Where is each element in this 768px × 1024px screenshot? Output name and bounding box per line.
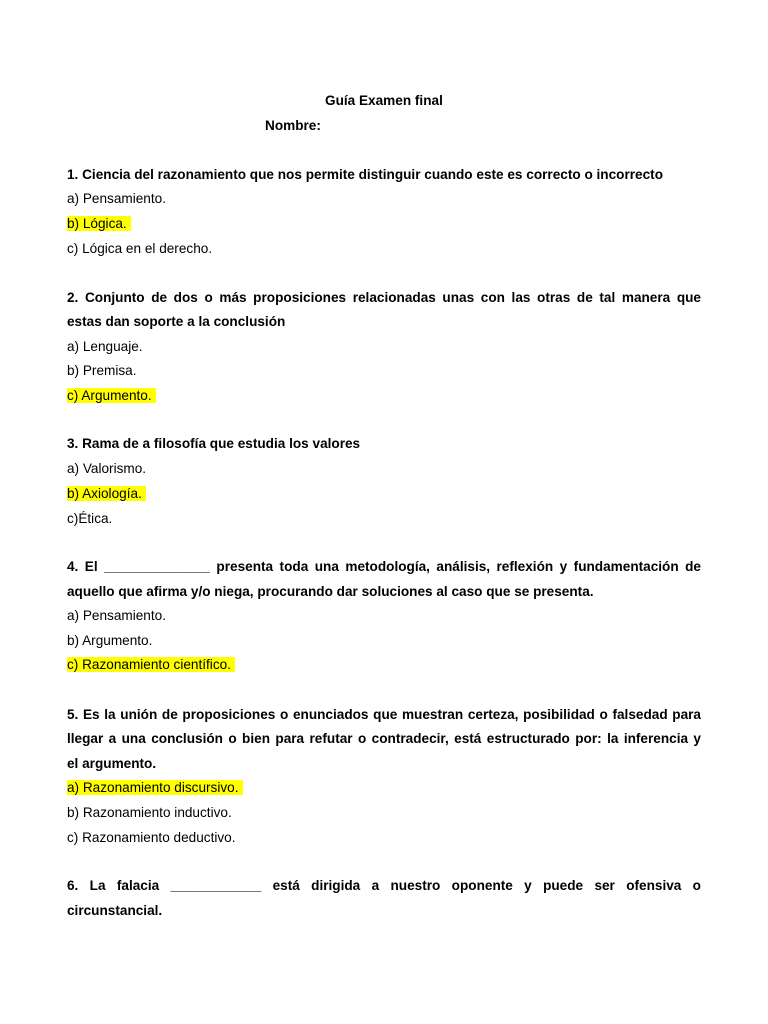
question-1-prompt: 1. Ciencia del razonamiento que nos permite distinguir cuando este es correcto o incorrecto xyxy=(67,167,664,182)
question-4-prompt-line-1: 4. El ______________ presenta toda una metodología, análisis, reflexión y fundamentación de xyxy=(67,559,701,574)
document-title: Guía Examen final xyxy=(325,93,443,108)
answer-highlight: c) Razonamiento científico. xyxy=(67,657,235,672)
question-5-prompt-line-2: llegar a una conclusión o bien para refutar o contradecir, está estructurado por: la inferencia y xyxy=(67,731,701,746)
question-3-prompt: 3. Rama de a filosofía que estudia los valores xyxy=(67,436,361,451)
question-5-prompt-line-3: el argumento. xyxy=(67,756,157,771)
question-4-option-c xyxy=(67,656,235,674)
question-1-option-c: c) Lógica en el derecho. xyxy=(67,241,213,256)
question-5-option-c: c) Razonamiento deductivo. xyxy=(67,830,236,845)
name-label: Nombre: xyxy=(265,118,321,133)
question-1-option-a: a) Pensamiento. xyxy=(67,191,166,206)
answer-highlight: b) Axiología. xyxy=(67,486,146,501)
question-3-option-c: c)Ética. xyxy=(67,511,113,526)
question-5-option-a xyxy=(67,779,243,797)
question-2-prompt-line-2: estas dan soporte a la conclusión xyxy=(67,314,286,329)
question-5-prompt-line-1: 5. Es la unión de proposiciones o enunciados que muestran certeza, posibilidad o falsedad para xyxy=(67,707,701,722)
question-2-prompt-line-1: 2. Conjunto de dos o más proposiciones relacionadas unas con las otras de tal manera que xyxy=(67,290,701,305)
question-3-option-b xyxy=(67,485,146,503)
question-4-option-a: a) Pensamiento. xyxy=(67,608,166,623)
question-1-option-b xyxy=(67,215,131,233)
question-2-option-a: a) Lenguaje. xyxy=(67,339,143,354)
question-4-prompt-line-2: aquello que afirma y/o niega, procurando dar soluciones al caso que se presenta. xyxy=(67,584,594,599)
question-6-prompt-line-1: 6. La falacia ____________ está dirigida a nuestro oponente y puede ser ofensiva o xyxy=(67,878,701,893)
question-2-option-c xyxy=(67,387,156,405)
answer-highlight: c) Argumento. xyxy=(67,388,156,403)
question-4-option-b: b) Argumento. xyxy=(67,633,153,648)
question-6-prompt-line-2: circunstancial. xyxy=(67,903,163,918)
question-2-option-b: b) Premisa. xyxy=(67,363,137,378)
question-5-option-b: b) Razonamiento inductivo. xyxy=(67,805,232,820)
answer-highlight: a) Razonamiento discursivo. xyxy=(67,780,243,795)
question-3-option-a: a) Valorismo. xyxy=(67,461,147,476)
answer-highlight: b) Lógica. xyxy=(67,216,131,231)
